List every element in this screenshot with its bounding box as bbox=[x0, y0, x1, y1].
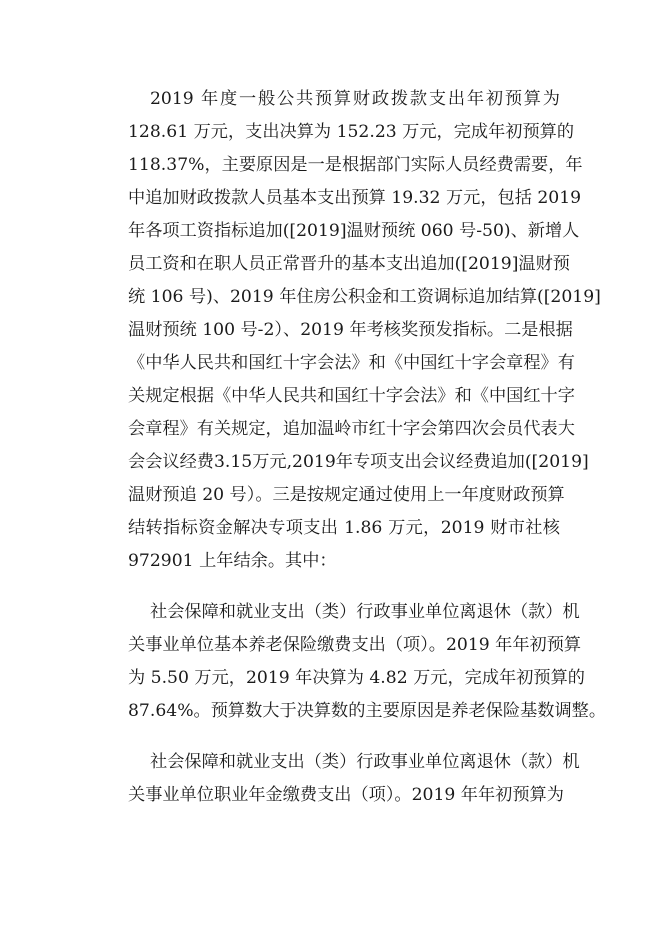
paragraph-1-line-9: 《中华人民共和国红十字会法》和《中国红十字会章程》有 bbox=[128, 353, 575, 373]
paragraph-1-line-13: 温财预追 20 号）。三是按规定通过使用上一年度财政预算 bbox=[128, 485, 565, 505]
paragraph-2-line-1: 社会保障和就业支出（类）行政事业单位离退休（款）机 bbox=[150, 602, 580, 622]
paragraph-1-line-15: 972901 上年结余。其中： bbox=[128, 551, 337, 571]
paragraph-1-line-14: 结转指标资金解决专项支出 1.86 万元，2019 财市社核 bbox=[128, 518, 560, 538]
paragraph-2-line-3: 为 5.50 万元，2019 年决算为 4.82 万元，完成年初预算的 bbox=[128, 668, 585, 688]
paragraph-1-line-7: 统 106 号)、2019 年住房公积金和工资调标追加结算([2019] bbox=[128, 287, 601, 307]
paragraph-1-line-2: 128.61 万元，支出决算为 152.23 万元，完成年初预算的 bbox=[128, 122, 575, 142]
paragraph-1-line-1: 2019 年度一般公共预算财政拨款支出年初预算为 bbox=[150, 89, 560, 109]
paragraph-1-line-10: 关规定根据《中华人民共和国红十字会法》和《中国红十字 bbox=[128, 386, 575, 406]
paragraph-3-line-1: 社会保障和就业支出（类）行政事业单位离退休（款）机 bbox=[150, 752, 580, 772]
paragraph-3-line-2: 关事业单位职业年金缴费支出（项）。2019 年年初预算为 bbox=[128, 785, 564, 805]
paragraph-2-line-2: 关事业单位基本养老保险缴费支出（项）。2019 年年初预算 bbox=[128, 635, 582, 655]
paragraph-1-line-11: 会章程》有关规定，追加温岭市红十字会第四次会员代表大 bbox=[128, 419, 575, 439]
paragraph-1-line-12: 会会议经费3.15万元,2019年专项支出会议经费追加([2019] bbox=[128, 452, 589, 472]
paragraph-1-line-6: 员工资和在职人员正常晋升的基本支出追加([2019]温财预 bbox=[128, 254, 570, 274]
paragraph-2-line-4: 87.64%。预算数大于决算数的主要原因是养老保险基数调整。 bbox=[128, 701, 607, 721]
paragraph-1-line-8: 温财预统 100 号-2）、2019 年考核奖预发指标。二是根据 bbox=[128, 320, 573, 340]
paragraph-1-line-4: 中追加财政拨款人员基本支出预算 19.32 万元，包括 2019 bbox=[128, 188, 582, 208]
paragraph-1-line-3: 118.37%，主要原因是一是根据部门实际人员经费需要，年 bbox=[128, 155, 583, 175]
paragraph-1-line-5: 年各项工资指标追加([2019]温财预统 060 号-50)、新增人 bbox=[128, 221, 580, 241]
